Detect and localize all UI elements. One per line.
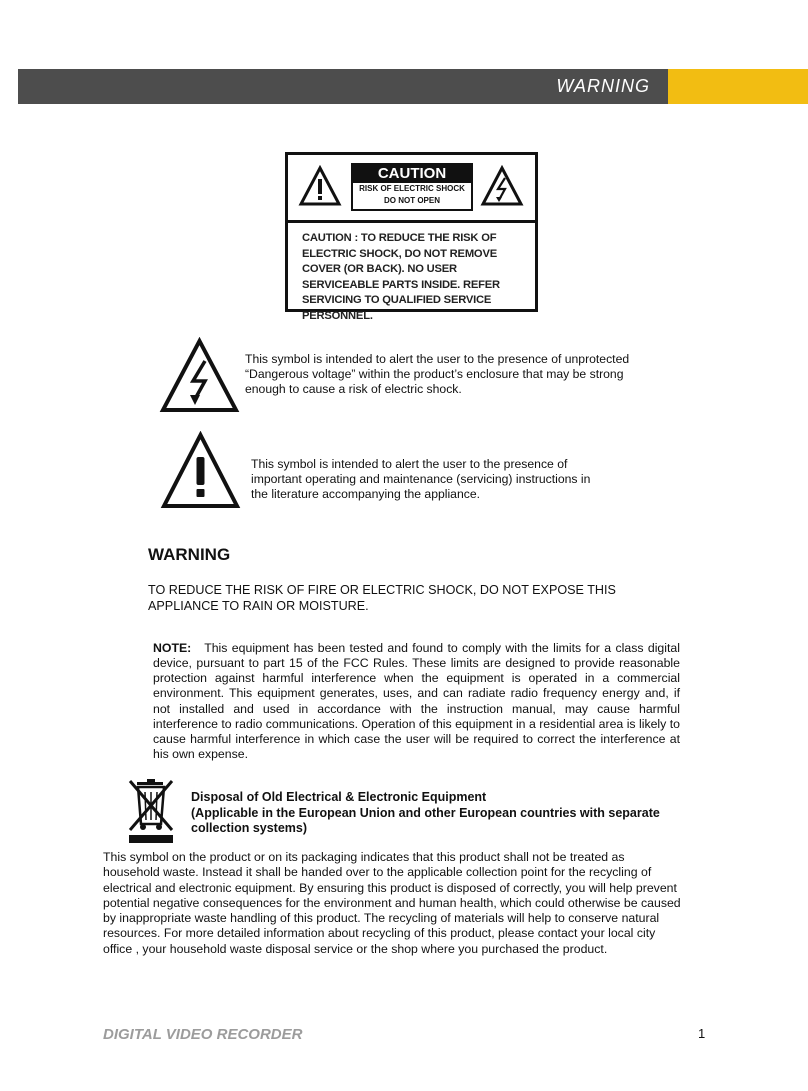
caution-label-top	[288, 155, 535, 223]
page-number: 1	[698, 1026, 706, 1041]
note-label: NOTE:	[153, 641, 192, 655]
warning-body: TO REDUCE THE RISK OF FIRE OR ELECTRIC SHOCK, DO NOT EXPOSE THIS APPLIANCE TO RAIN OR MOISTURE.	[148, 583, 616, 613]
caution-sub-line1: RISK OF ELECTRIC SHOCK	[359, 184, 465, 193]
footer-product-name: DIGITAL VIDEO RECORDER	[103, 1026, 303, 1043]
caution-body-text: CAUTION : TO REDUCE THE RISK OF ELECTRIC SHOCK, DO NOT REMOVE COVER (OR BACK). NO USER SERVICEABLE PARTS INSIDE. REFER SERVICING TO QUALIFIED SERVICE PERSONNEL.	[302, 232, 500, 322]
caution-sub-line2: DO NOT OPEN	[383, 196, 440, 205]
note-body: This equipment has been tested and found to comply with the limits for a class digital device, pursuant to part 15 of the FCC Rules. These limits are designed to provide reasonable protection against harmful interference when the equipment is operated in a commercial environment. This equipment generates, uses, and can radiate radio frequency energy and, if not installed and used in accordance with the instruction manual, may cause harmful interference to radio communications. Operation of this equipment in a residential area is likely to cause harmful interference in which case the user will be required to correct the interference at his own expense.	[153, 641, 680, 762]
disposal-title-line1: Disposal of Old Electrical & Electronic Equipment	[191, 790, 487, 804]
disposal-title-line2: (Applicable in the European Union and other European countries with separate collection systems)	[191, 805, 660, 835]
exclamation-warning-icon	[160, 431, 241, 510]
exclamation-warning-icon	[298, 165, 342, 207]
crossed-bin-icon	[127, 778, 175, 844]
lightning-warning-icon	[159, 337, 240, 414]
header-title: WARNING	[556, 76, 650, 96]
caution-label-box	[285, 152, 538, 322]
warning-title: WARNING	[148, 545, 231, 564]
disposal-title	[191, 790, 691, 837]
lightning-warning-icon	[480, 165, 524, 207]
header-accent	[668, 69, 808, 104]
disposal-body: This symbol on the product or on its packaging indicates that this product shall not be treated as household waste. Instead it shall be handed over to the applicable collection point for the recycling of electrical and electronic equipment. By ensuring this product is disposed of correctly, you will help prevent potential negative consequences for the environment and human health, which could otherwise be caused by inappropriate waste handling of this product. The recycling of materials will help to conserve natural resources. For more detailed information about recycling of this product, please contact your local city office , your household waste disposal service or the shop where you purchased the product.	[103, 850, 681, 956]
voltage-symbol-text: This symbol is intended to alert the user to the presence of unprotected “Dangerous voltage” within the product’s enclosure that may be strong enough to cause a risk of electric shock.	[245, 352, 630, 397]
caution-heading: CAUTION	[353, 165, 471, 183]
caution-label-center	[351, 163, 473, 211]
attention-symbol-text: This symbol is intended to alert the user to the presence of important operating and maintenance (servicing) instructions in the literature accompanying the appliance.	[251, 457, 591, 502]
fcc-note	[153, 641, 680, 762]
